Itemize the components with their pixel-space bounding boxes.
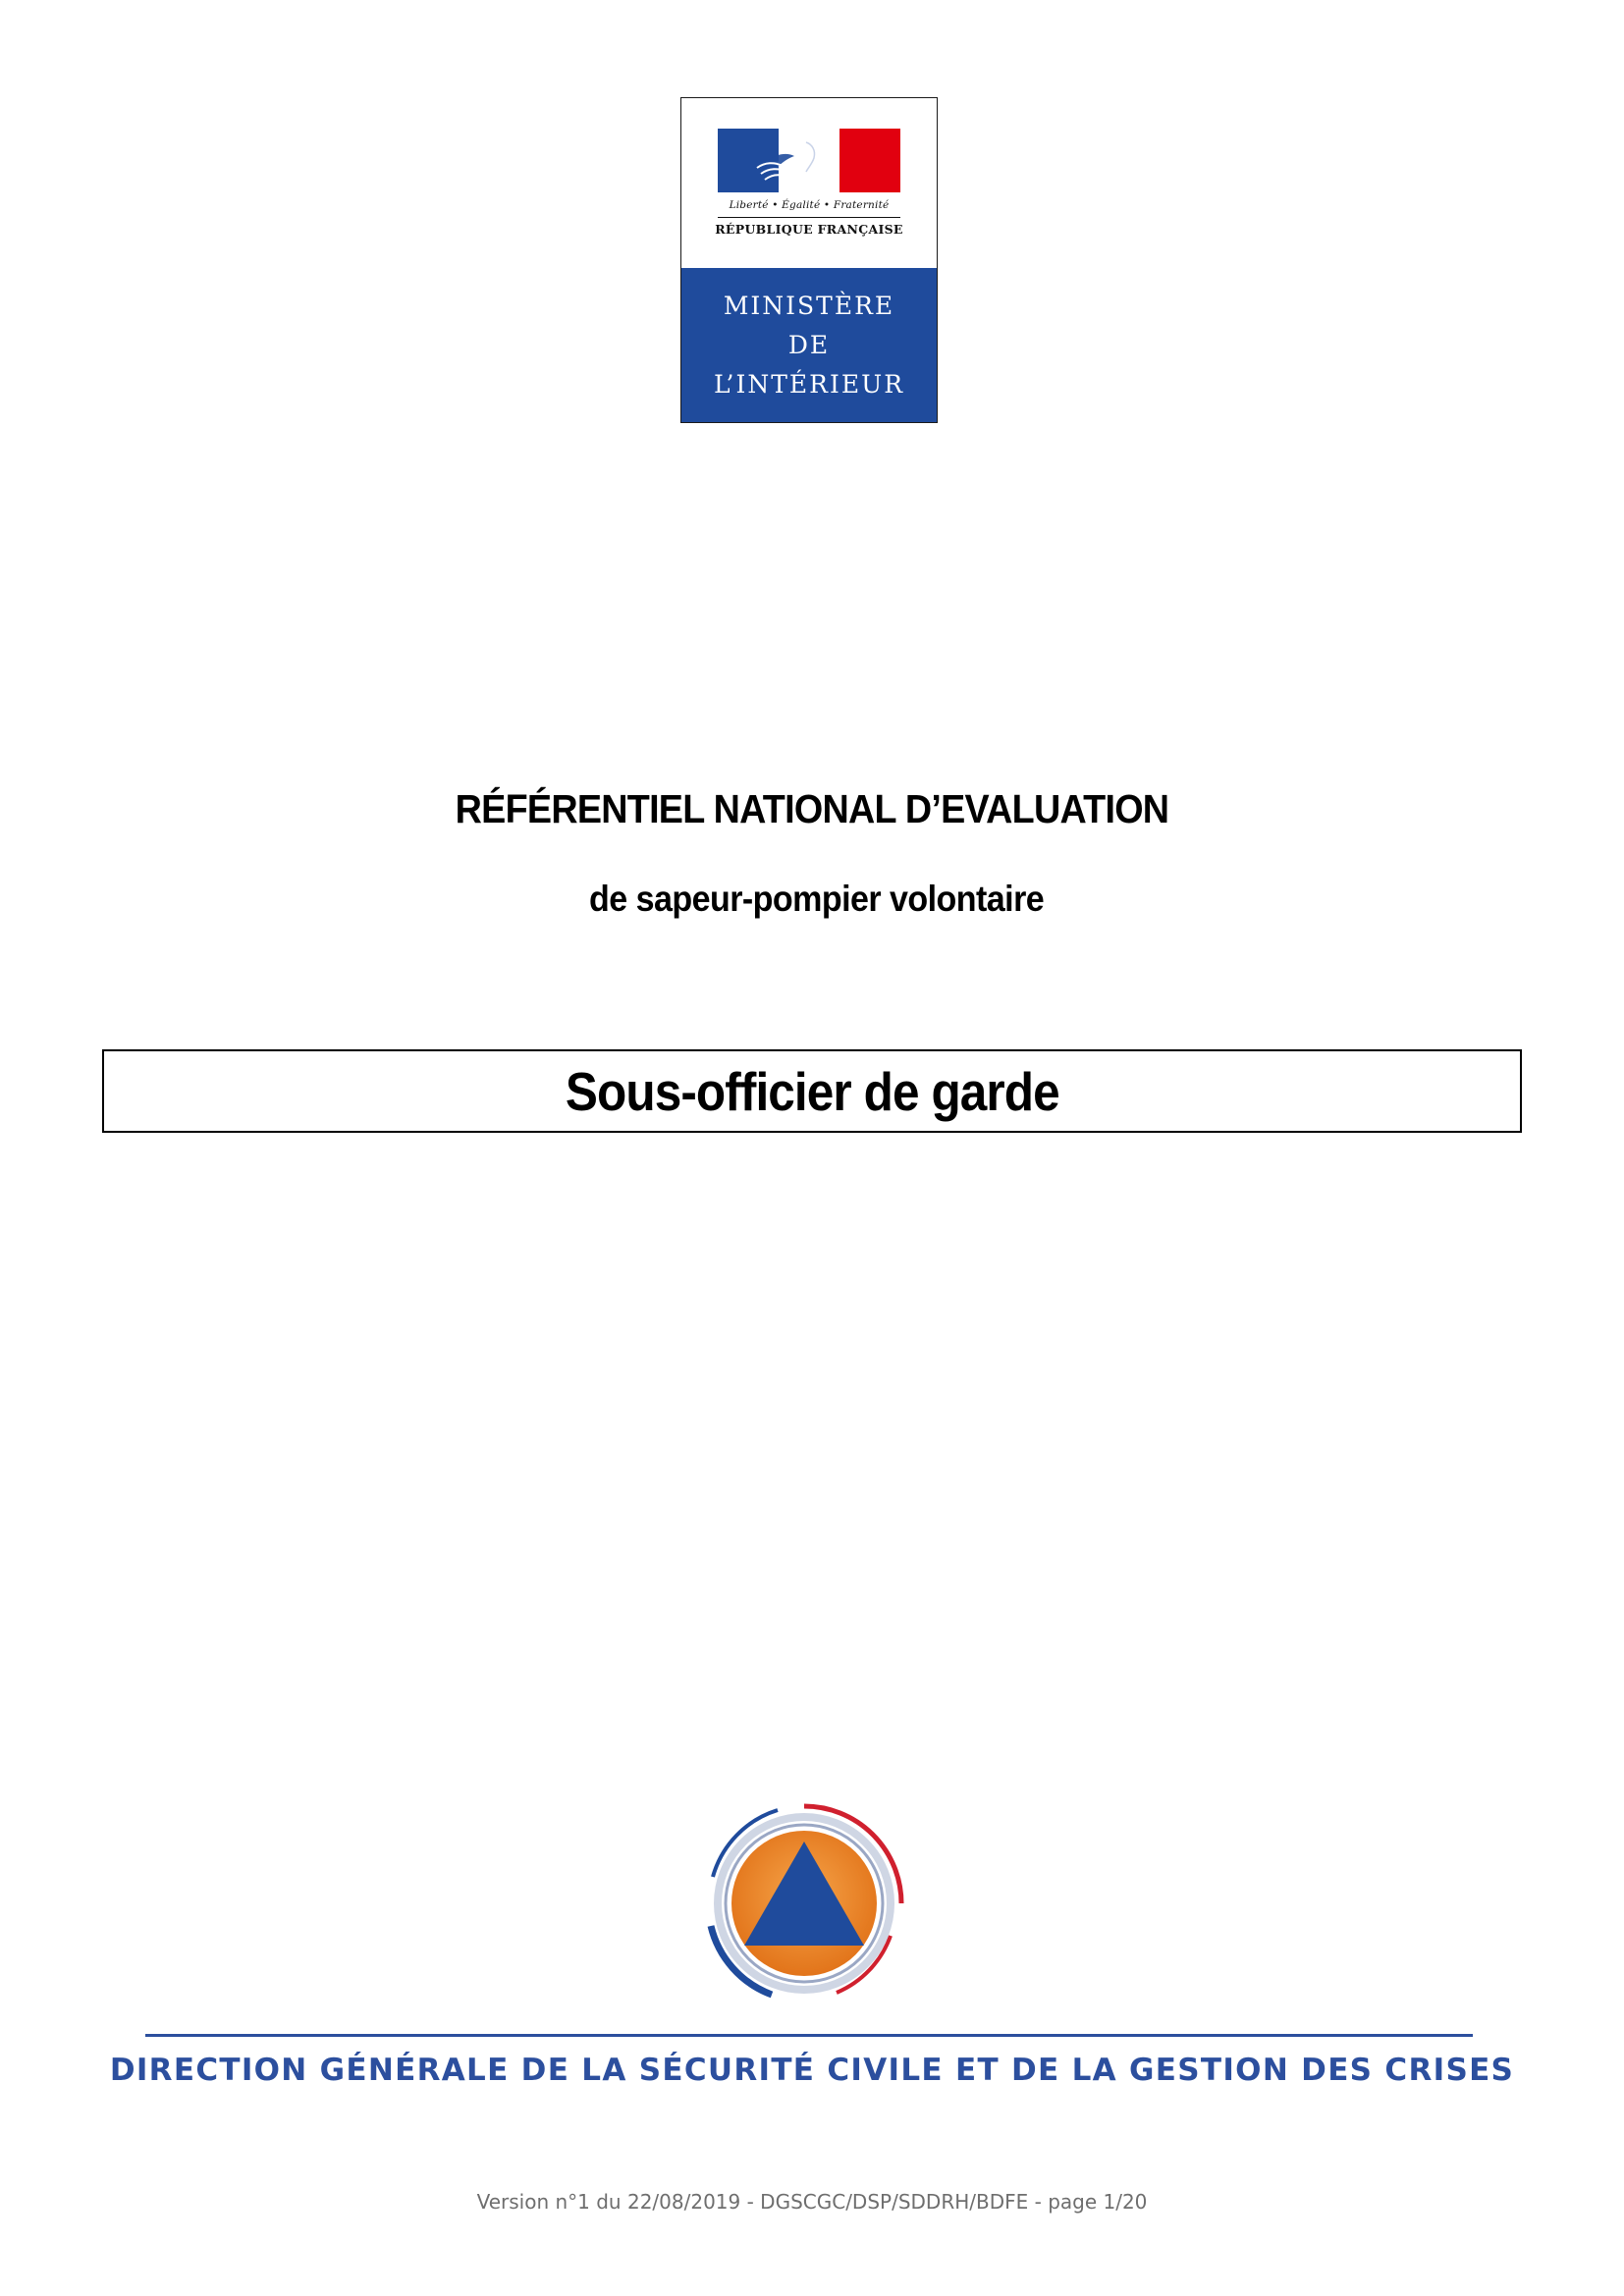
marianne-area <box>681 98 937 268</box>
document-subtitle: de sapeur-pompier volontaire <box>589 879 1045 919</box>
motto-divider <box>718 217 900 218</box>
motto: Liberté • Égalité • Fraternité <box>729 199 890 211</box>
ministry-line: DE <box>787 330 831 359</box>
ministry-line: L’INTÉRIEUR <box>713 369 905 399</box>
ministry-band <box>681 268 937 422</box>
ministry-logo <box>680 97 938 423</box>
subject-box <box>102 1049 1522 1133</box>
document-title: RÉFÉRENTIEL NATIONAL D’EVALUATION <box>455 786 1169 831</box>
directorate-name: DIRECTION GÉNÉRALE DE LA SÉCURITÉ CIVILE ET DE LA GESTION DES CRISES <box>109 2053 1515 2088</box>
footer-version: Version n°1 du 22/08/2019 - DGSCGC/DSP/SDDRH/BDFE - page 1/20 <box>476 2190 1148 2214</box>
republic-label: RÉPUBLIQUE FRANÇAISE <box>715 222 903 237</box>
civil-protection-triangle-icon <box>699 1798 909 2008</box>
ministry-line: MINISTÈRE <box>723 291 895 320</box>
marianne-flag-icon <box>718 129 900 192</box>
subject-title: Sous-officier de garde <box>565 1060 1059 1122</box>
directorate-divider <box>145 2034 1473 2037</box>
